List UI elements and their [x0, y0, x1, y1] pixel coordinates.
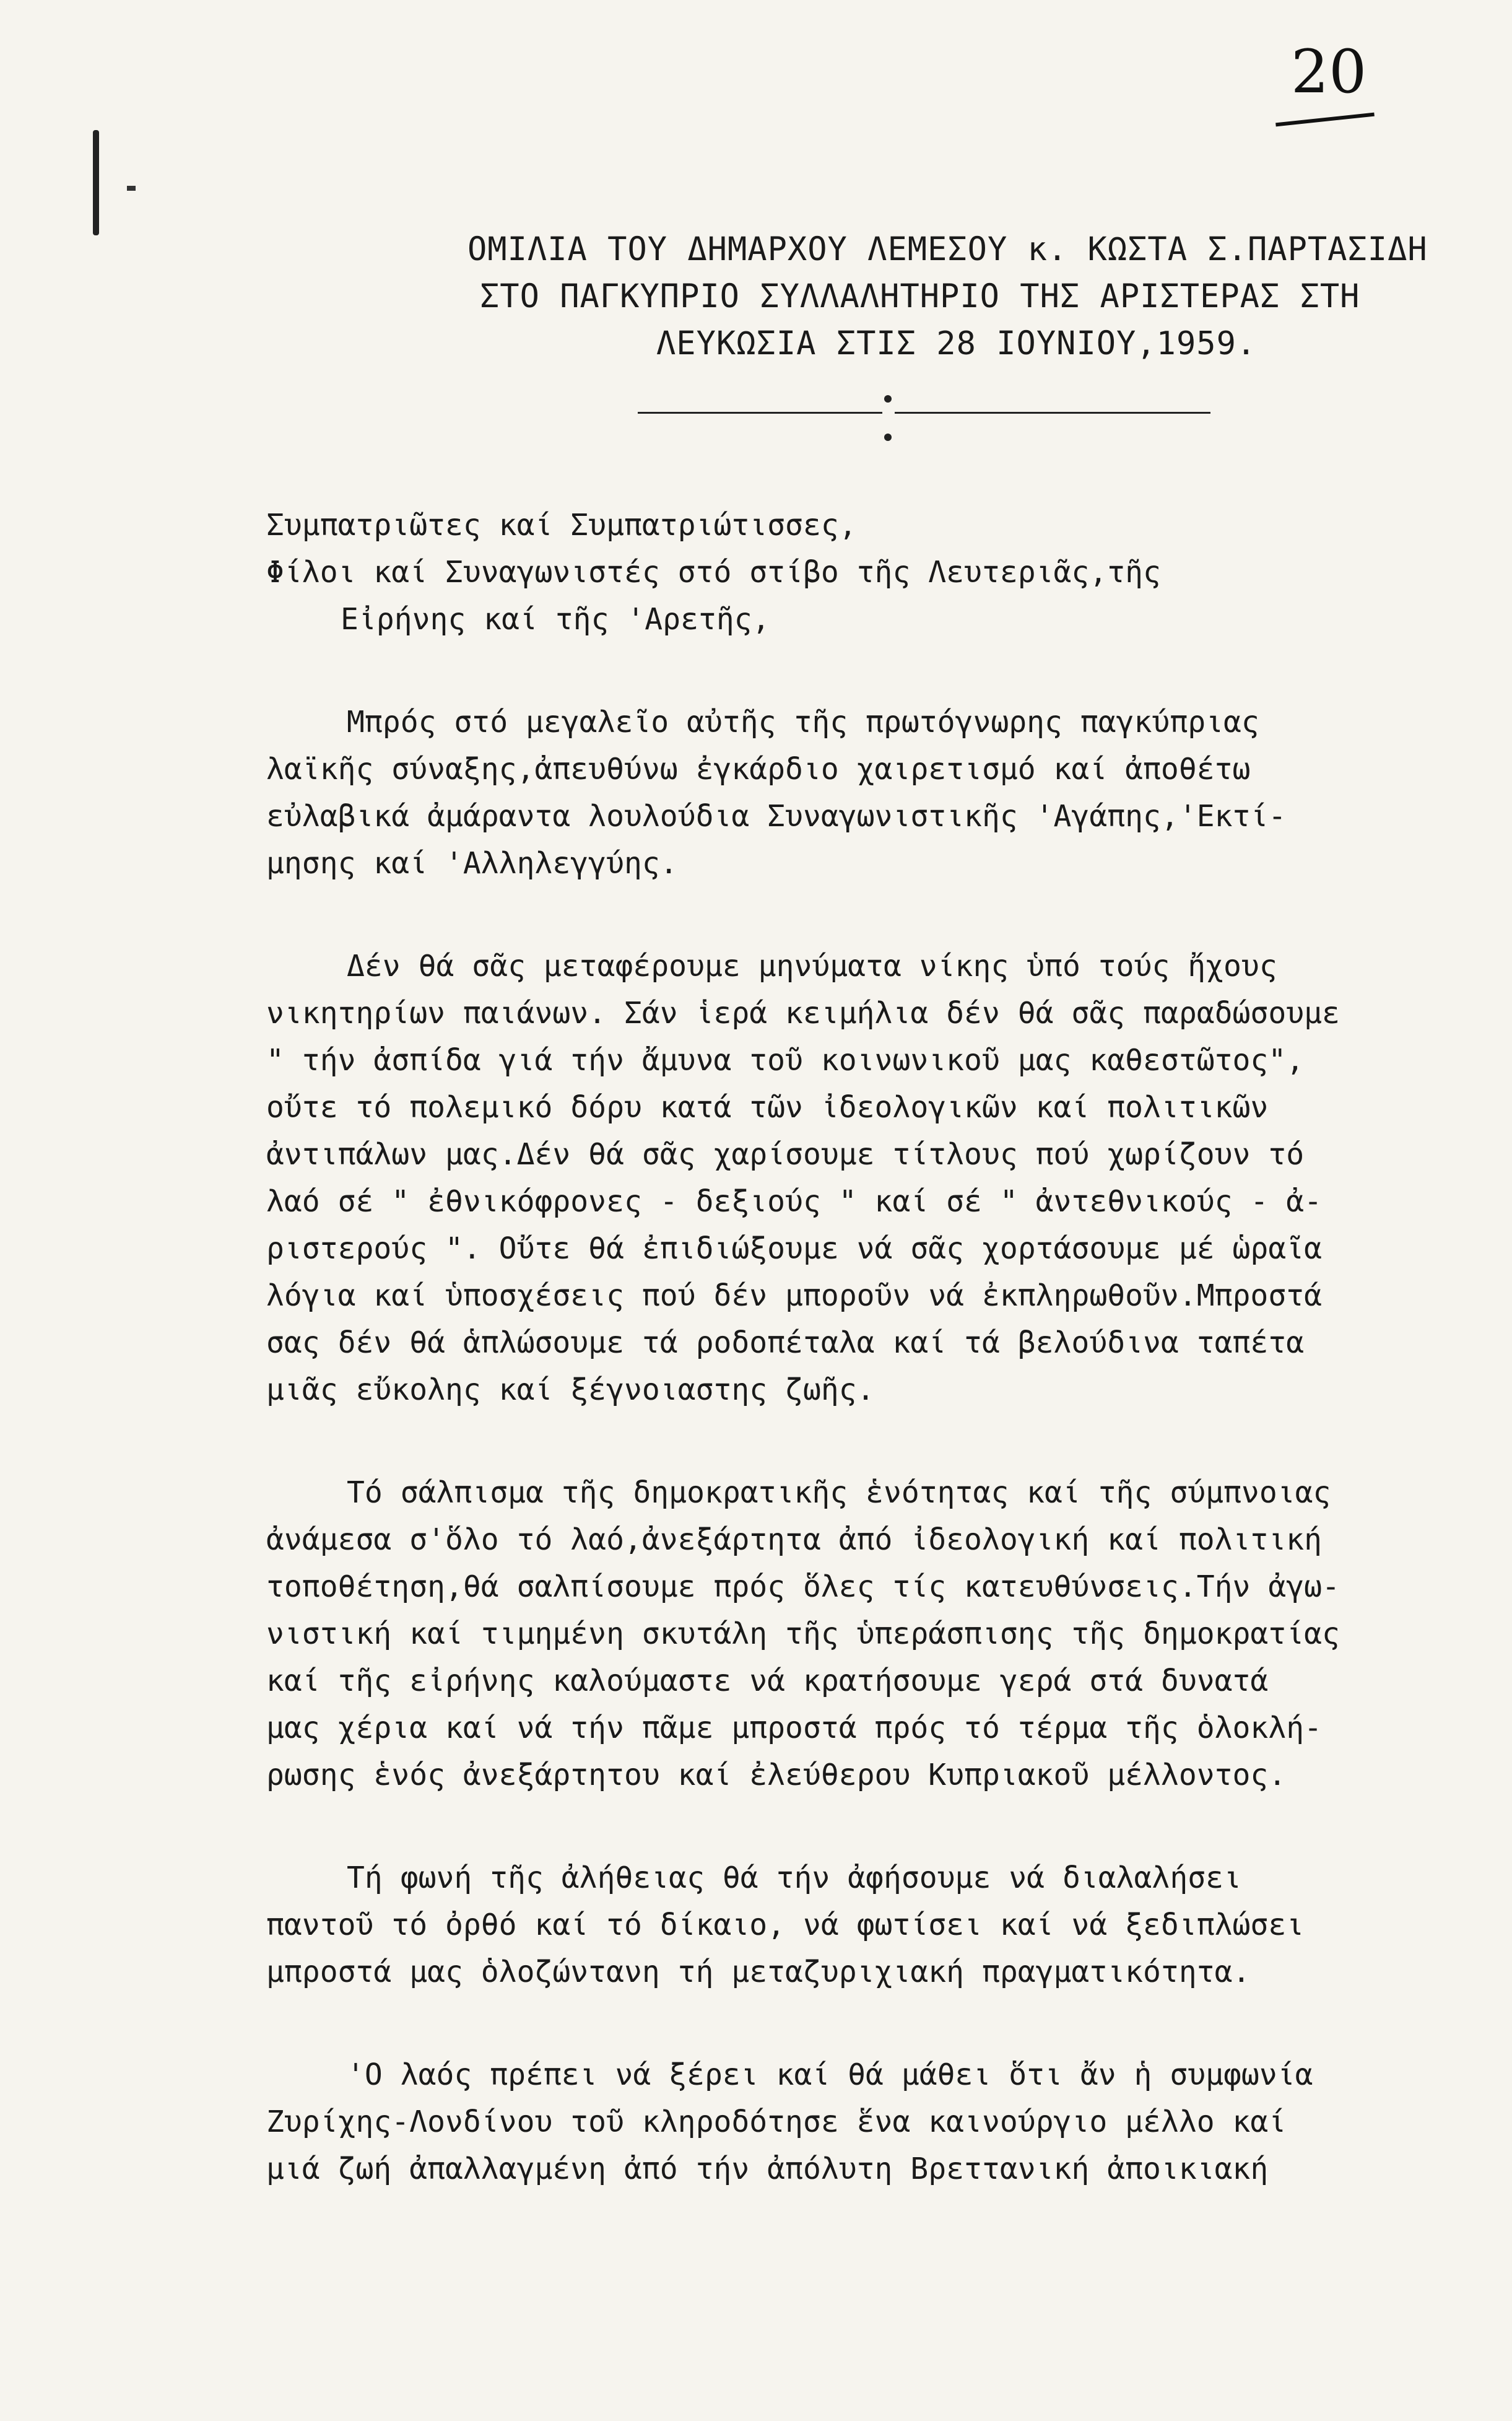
header-line-2: ΣΤΟ ΠΑΓΚΥΠΡΙΟ ΣΥΛΛΑΛΗΤΗΡΙΟ ΤΗΣ ΑΡΙΣΤΕΡΑΣ ΣΤΗ [480, 278, 1360, 315]
paragraph-3 [266, 1469, 1393, 1799]
header-line-1: ΟΜΙΛΙΑ ΤΟΥ ΔΗΜΑΡΧΟΥ ΛΕΜΕΣΟΥ κ. ΚΩΣΤΑ Σ.ΠΑΡΤΑΣΙΔΗ [467, 231, 1428, 268]
paragraph-line: μπροστά μας ὁλοζώντανη τή μεταζυριχιακή πραγματικότητα. [266, 1955, 1251, 1989]
paragraph-line: μας χέρια καί νά τήν πᾶμε μπροστά πρός τό τέρμα τῆς ὁλοκλή- [266, 1711, 1323, 1745]
paragraph-line: Ζυρίχης-Λονδίνου τοῦ κληροδότησε ἕνα καινούργιο μέλλο καί [266, 2105, 1287, 2139]
paragraph-line: 'Ο λαός πρέπει νά ξέρει καί θά μάθει ὅτι ἄν ἡ συμφωνία [347, 2057, 1313, 2092]
paragraph-line: νικητηρίων παιάνων. Σάν ἱερά κειμήλια δέν θά σᾶς παραδώσουμε [266, 996, 1340, 1031]
paragraph-line: νιστική καί τιμημένη σκυτάλη τῆς ὑπεράσπισης τῆς δημοκρατίας [266, 1616, 1340, 1651]
paragraph-5 [266, 2051, 1393, 2192]
paragraph-4 [266, 1854, 1393, 1996]
paragraph-line: " τήν ἀσπίδα γιά τήν ἄμυνα τοῦ κοινωνικοῦ μας καθεστῶτος", [266, 1043, 1305, 1078]
salutation-line-1: Συμπατριῶτες καί Συμπατριώτισσες, [266, 508, 857, 543]
paragraph-line: τοποθέτηση,θά σαλπίσουμε πρός ὅλες τίς κατευθύνσεις.Τήν ἀγω- [266, 1569, 1340, 1604]
paragraph-line: εὐλαβικά ἀμάραντα λουλούδια Συναγωνιστικῆς 'Αγάπης,'Εκτί- [266, 799, 1287, 834]
paragraph-line: λόγια καί ὑποσχέσεις πού δέν μποροῦν νά ἐκπληρωθοῦν.Μπροστά [266, 1278, 1323, 1313]
salutation-line-3: Εἰρήνης καί τῆς 'Αρετῆς, [341, 602, 770, 637]
paragraph-line: σας δέν θά ἁπλώσουμε τά ροδοπέταλα καί τά βελούδινα ταπέτα [266, 1325, 1305, 1360]
paragraph-line: καί τῆς εἰρήνης καλούμαστε νά κρατήσουμε γερά στά δυνατά [266, 1664, 1269, 1698]
paragraph-line: μησης καί 'Αλληλεγγύης. [266, 846, 678, 881]
paragraph-line: Δέν θά σᾶς μεταφέρουμε μηνύματα νίκης ὑπό τούς ἤχους [347, 949, 1277, 984]
separator-right [895, 412, 1210, 414]
paragraph-1 [266, 699, 1393, 887]
page-number: 20 [1291, 37, 1367, 107]
header-line-3: ΛΕΥΚΩΣΙΑ ΣΤΙΣ 28 ΙΟΥΝΙΟΥ,1959. [656, 325, 1257, 362]
paragraph-line: Τή φωνή τῆς ἀλήθειας θά τήν ἀφήσουμε νά διαλαλήσει [347, 1860, 1241, 1895]
separator-left [638, 412, 882, 414]
paragraph-line: ἀντιπάλων μας.Δέν θά σᾶς χαρίσουμε τίτλους πού χωρίζουν τό [266, 1137, 1305, 1172]
paragraph-line: λαό σέ " ἐθνικόφρονες - δεξιούς " καί σέ " ἀντεθνικούς - ἀ- [266, 1184, 1323, 1219]
paragraph-line: παντοῦ τό ὀρθό καί τό δίκαιο, νά φωτίσει καί νά ξεδιπλώσει [266, 1908, 1305, 1942]
paragraph-line: ἀνάμεσα σ'ὅλο τό λαό,ἀνεξάρτητα ἀπό ἰδεολογική καί πολιτική [266, 1522, 1323, 1557]
paragraph-line: λαϊκῆς σύναξης,ἀπευθύνω ἐγκάρδιο χαιρετισμό καί ἀποθέτω [266, 752, 1251, 787]
paragraph-line: Μπρός στό μεγαλεῖο αὐτῆς τῆς πρωτόγνωρης παγκύπριας [347, 705, 1259, 739]
separator-dot-lower [884, 434, 892, 441]
speech-body [266, 502, 1393, 2192]
separator-dot-upper [884, 395, 892, 403]
paragraph-line: οὔτε τό πολεμικό δόρυ κατά τῶν ἰδεολογικῶν καί πολιτικῶν [266, 1090, 1269, 1125]
paragraph-line: μιά ζωή ἀπαλλαγμένη ἀπό τήν ἀπόλυτη Βρεττανική ἀποικιακή [266, 2152, 1269, 2186]
paragraph-2 [266, 943, 1393, 1413]
salutation-line-2: Φίλοι καί Συναγωνιστές στό στίβο τῆς Λευτεριᾶς,τῆς [266, 555, 1161, 590]
paragraph-line: μιᾶς εὔκολης καί ξέγνοιαστης ζωῆς. [266, 1372, 875, 1407]
paragraph-line: Τό σάλπισμα τῆς δημοκρατικῆς ἑνότητας καί τῆς σύμπνοιας [347, 1475, 1331, 1510]
salutation [266, 502, 1393, 643]
page-number-underline [1275, 113, 1375, 127]
paragraph-line: ρωσης ἑνός ἀνεξάρτητου καί ἐλεύθερου Κυπριακοῦ μέλλοντος. [266, 1758, 1287, 1792]
margin-mark-tick [127, 186, 136, 191]
margin-mark [93, 130, 99, 235]
paragraph-line: ριστερούς ". Οὔτε θά ἐπιδιώξουμε νά σᾶς χορτάσουμε μέ ὡραῖα [266, 1231, 1323, 1266]
